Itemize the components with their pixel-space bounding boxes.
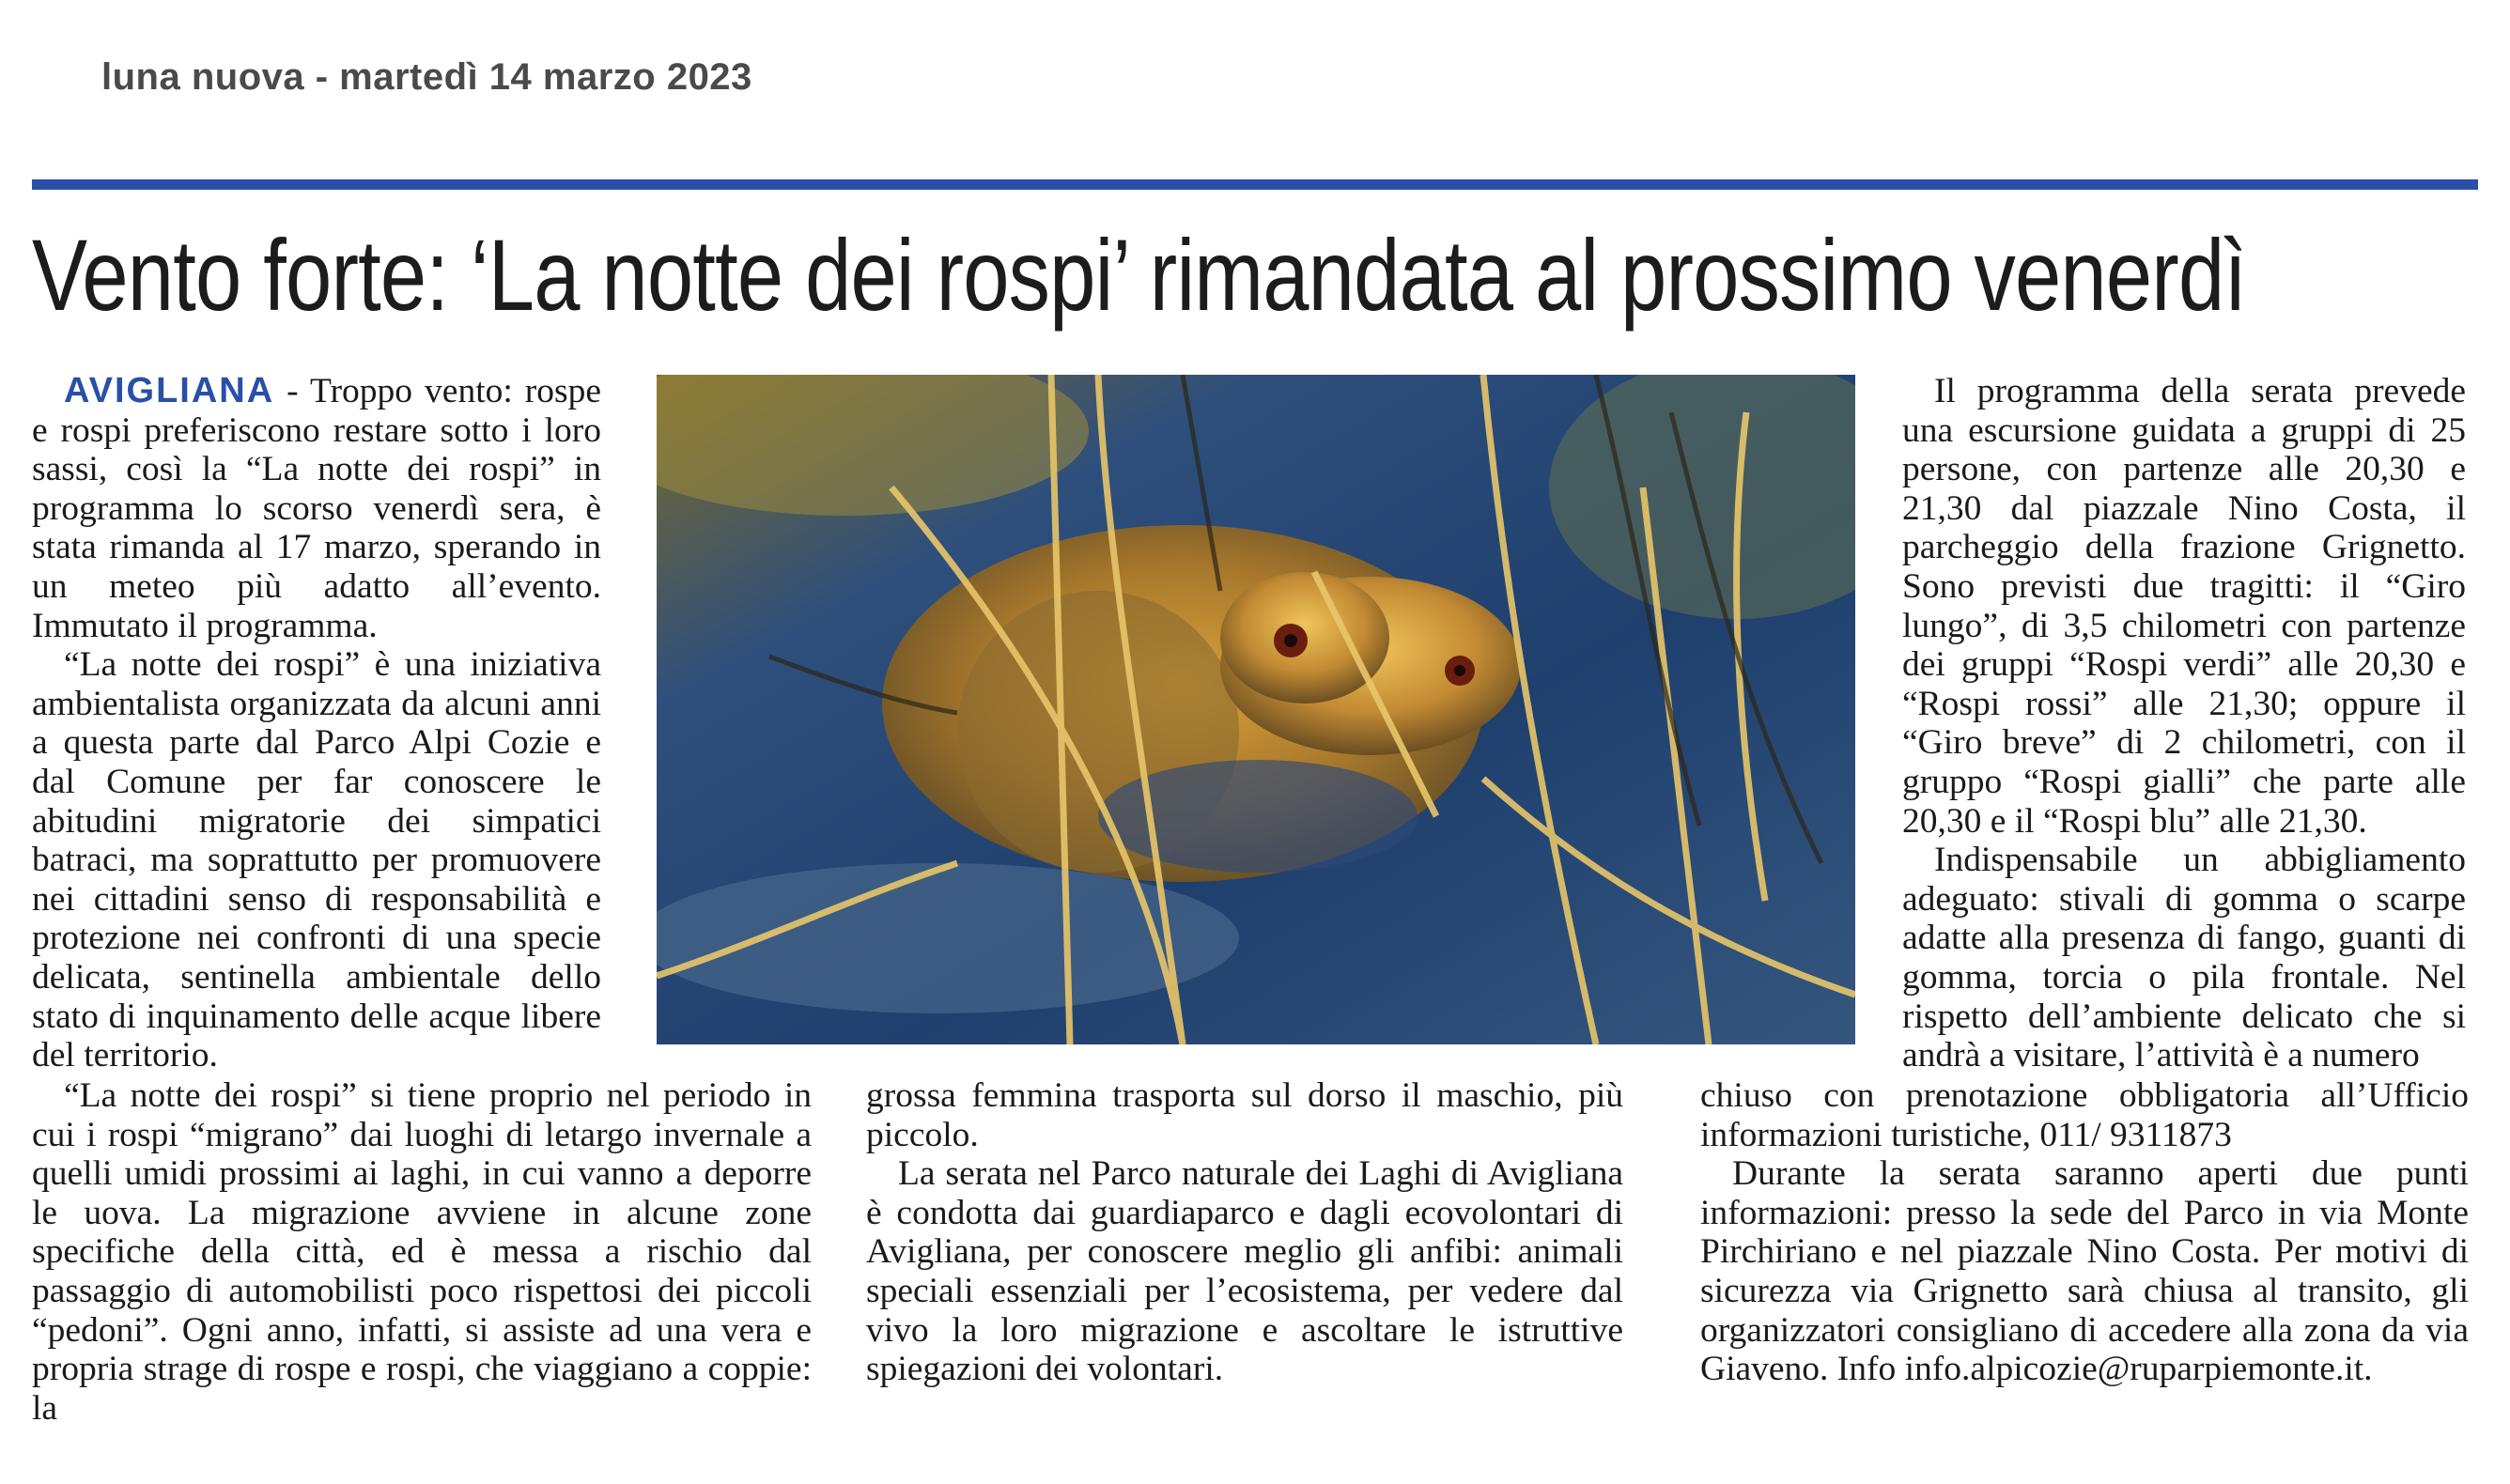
article-column-2-bottom <box>866 1076 1623 1389</box>
article-paragraph: “La notte dei rospi” si tiene proprio nel periodo in cui i rospi “migrano” dai luoghi di letargo invernale a quelli umidi prossimi ai laghi, in cui vanno a deporre le uova. La migrazione avviene in alcune zone specifiche della città, ed è messa a rischio dal passaggio di automobilisti poco rispettosi dei piccoli “pedoni”. Ogni anno, infatti, si assiste ad una vera e propria strage di rospe e rospi, che viaggiano a coppie: la <box>32 1076 812 1428</box>
article-paragraph: chiuso con prenotazione obbligatoria all’Ufficio informazioni turistiche, 011/ 9311873 <box>1700 1076 2469 1154</box>
toads-in-water-image <box>657 375 1855 1044</box>
article-column-3-top <box>1902 372 2466 1075</box>
headline: Vento forte: ‘La notte dei rospi’ rimandata al prossimo venerdì <box>32 218 2247 332</box>
article-paragraph: La serata nel Parco naturale dei Laghi di Avigliana è condotta dai guardiaparco e dagli ecovolontari di Avigliana, per conoscere meglio gli anfibi: animali speciali essenziali per l’ecosistema, per vedere dal vivo la loro migrazione e ascoltare le istruttive spiegazioni dei volontari. <box>866 1154 1623 1389</box>
article-paragraph: Indispensabile un abbigliamento adeguato: stivali di gomma o scarpe adatte alla presenza di fango, guanti di gomma, torcia o pila frontale. Nel rispetto dell’ambiente delicato che si andrà a visitare, l’attività è a numero <box>1902 841 2466 1075</box>
article-paragraph: Il programma della serata prevede una escursione guidata a gruppi di 25 persone, con partenze alle 20,30 e 21,30 dal piazzale Nino Costa, il parcheggio della frazione Grignetto. Sono previsti due tragitti: il “Giro lungo”, di 3,5 chilometri con partenze dei gruppi “Rospi verdi” alle 20,30 e “Rospi rossi” alle 21,30; oppure il “Giro breve” di 2 chilometri, con il gruppo “Rospi gialli” che parte alle 20,30 e il “Rospi blu” alle 21,30. <box>1902 372 2466 841</box>
article-paragraph: grossa femmina trasporta sul dorso il maschio, più piccolo. <box>866 1076 1623 1154</box>
dateline-place: AVIGLIANA <box>64 371 275 410</box>
article-column-1-top <box>32 372 601 1075</box>
top-rule <box>32 179 2478 190</box>
dateline-text: - Troppo vento: rospe e rospi preferiscono restare sotto i loro sassi, così la “La notte dei rospi” in programma lo scorso venerdì sera, è stata rimanda al 17 marzo, sperando in un meteo più adatto all’evento. Immutato il programma. <box>32 372 601 645</box>
article-paragraph <box>32 372 601 645</box>
article-paragraph: Durante la serata saranno aperti due punti informazioni: presso la sede del Parco in via Monte Pirchiriano e nel piazzale Nino Costa. Per motivi di sicurezza via Grignetto sarà chiusa al transito, gli organizzatori consigliano di accedere alla zona da via Giaveno. Info info.alpicozie@ruparpiemonte.it. <box>1700 1154 2469 1389</box>
article-column-3-bottom <box>1700 1076 2469 1389</box>
article-photo-toads <box>657 375 1855 1044</box>
article-paragraph: “La notte dei rospi” è una iniziativa ambientalista organizzata da alcuni anni a questa parte dal Parco Alpi Cozie e dal Comune per far conoscere le abitudini migratorie dei simpatici batraci, ma soprattutto per promuovere nei cittadini senso di responsabilità e protezione nei confronti di una specie delicata, sentinella ambientale dello stato di inquinamento delle acque libere del territorio. <box>32 645 601 1075</box>
masthead-date: luna nuova - martedì 14 marzo 2023 <box>101 56 752 98</box>
article-column-1-bottom <box>32 1076 812 1428</box>
